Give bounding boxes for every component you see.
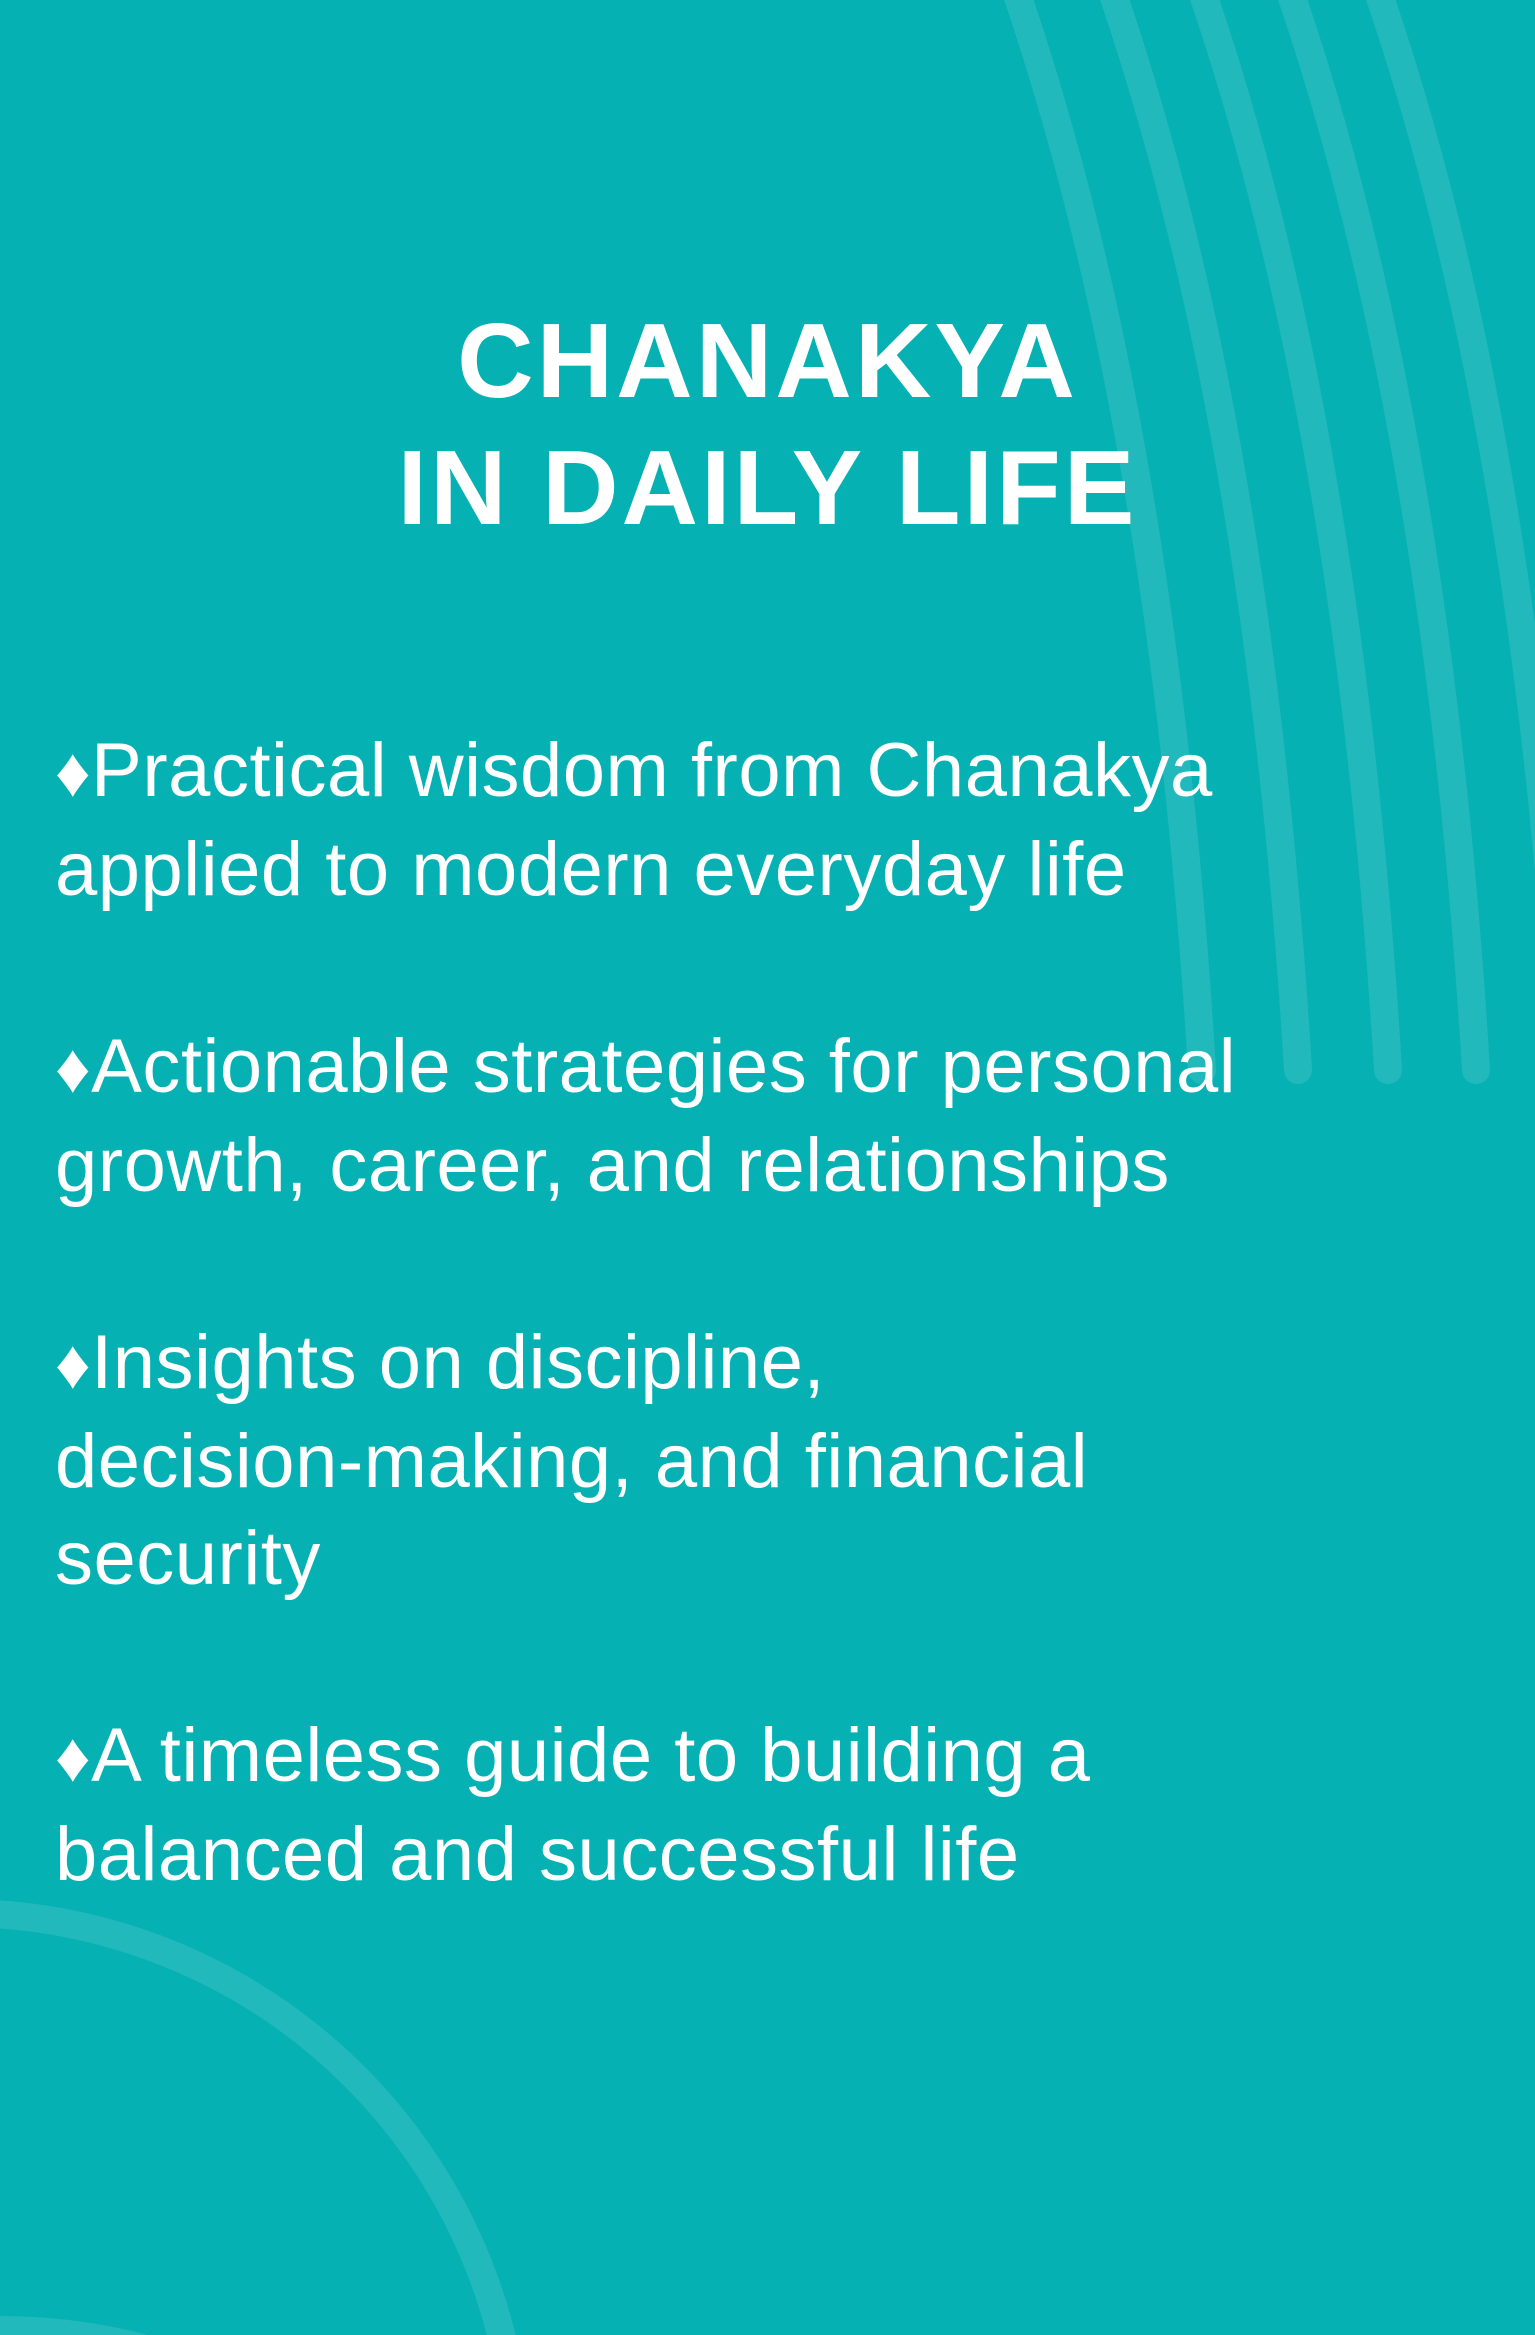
page-title-line2: IN DAILY LIFE	[397, 429, 1138, 547]
bullet-item-3	[55, 1314, 1487, 1607]
bullet-line: applied to modern everyday life	[55, 827, 1127, 912]
bullet-item-2	[55, 1018, 1487, 1214]
arc-curve	[0, 2330, 570, 2335]
bullet-text: Practical wisdom from Chanakya	[91, 728, 1213, 813]
bullet-line: security	[55, 1516, 321, 1601]
bullet-line: growth, career, and relationships	[55, 1123, 1170, 1208]
bullet-list	[55, 722, 1487, 2003]
bullet-line	[55, 1314, 1487, 1413]
bullet-line: decision-making, and financial	[55, 1419, 1089, 1504]
bullet-text: A timeless guide to building a	[91, 1713, 1091, 1798]
diamond-bullet-icon: ♦	[55, 1029, 92, 1107]
bullet-line	[55, 722, 1487, 821]
page-title-line1: CHANAKYA	[457, 302, 1078, 420]
diamond-bullet-icon: ♦	[55, 733, 92, 811]
bullet-text: Insights on discipline,	[91, 1320, 826, 1405]
bullet-text: Actionable strategies for personal	[91, 1024, 1237, 1109]
diamond-bullet-icon: ♦	[55, 1718, 92, 1796]
bullet-item-1	[55, 722, 1487, 918]
page-title	[0, 298, 1535, 552]
diamond-bullet-icon: ♦	[55, 1325, 92, 1403]
bullet-item-4	[55, 1707, 1487, 1903]
bullet-line	[55, 1018, 1487, 1117]
bullet-line: balanced and successful life	[55, 1812, 1020, 1897]
bullet-line	[55, 1707, 1487, 1806]
